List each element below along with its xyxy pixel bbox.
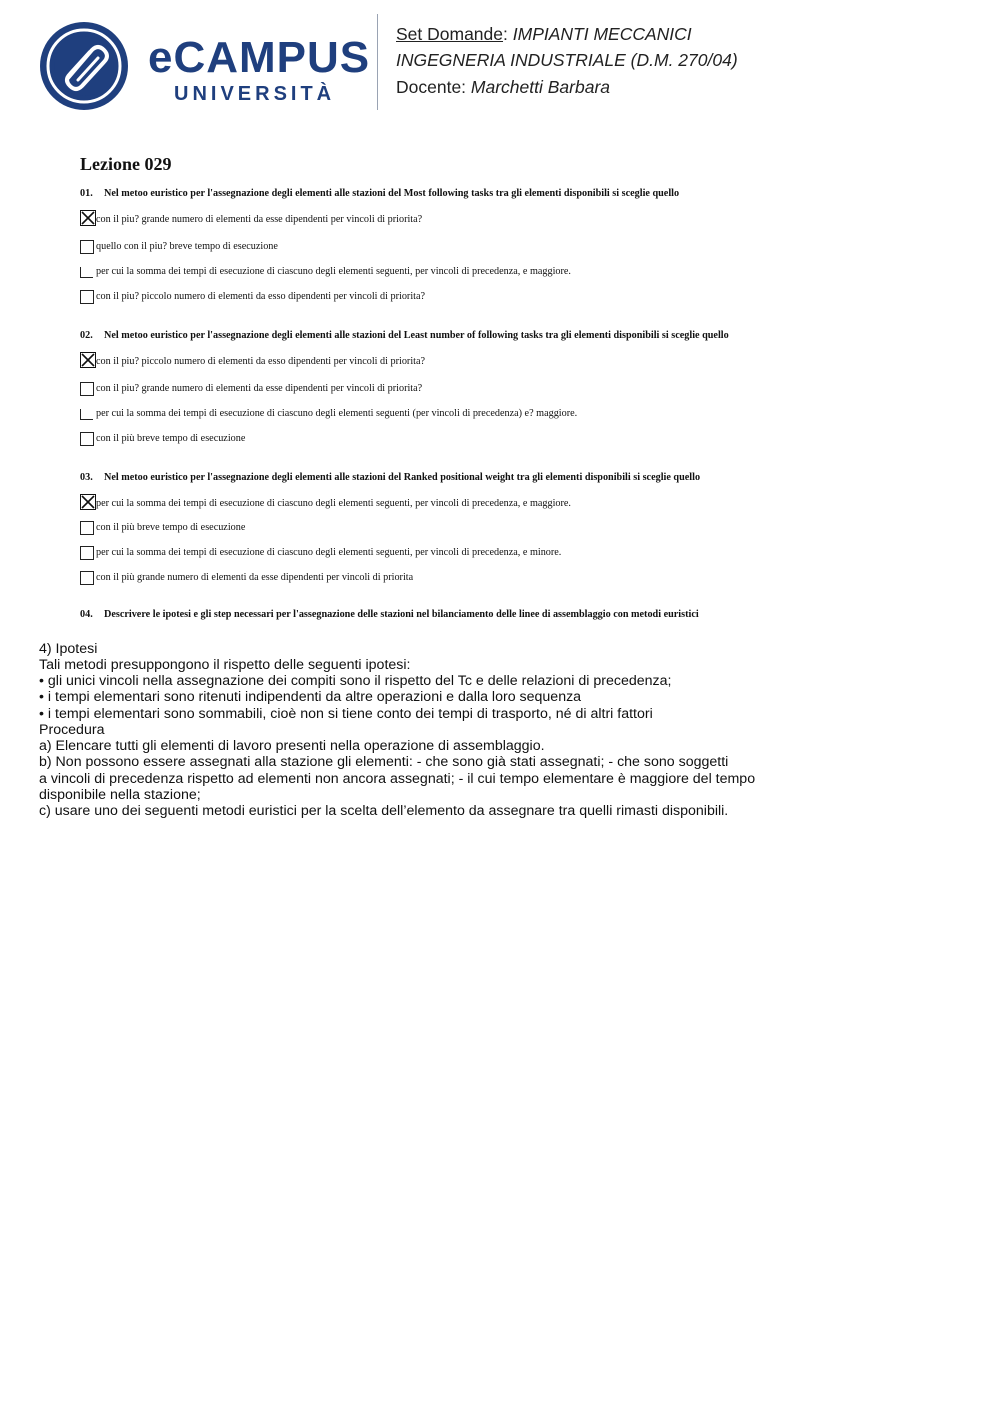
answer-line: • i tempi elementari sono ritenuti indipendenti da altre operazioni e dalla loro sequenza xyxy=(39,689,582,705)
header-course: INGEGNERIA INDUSTRIALE (D.M. 270/04) xyxy=(396,50,738,70)
checkbox[interactable] xyxy=(80,546,94,560)
teacher-name: Marchetti Barbara xyxy=(470,77,611,97)
option-text: con il piu? piccolo numero di elementi da esso dipendenti per vincoli di priorita? xyxy=(96,356,426,367)
checkbox[interactable] xyxy=(80,290,94,304)
checkbox[interactable] xyxy=(80,571,94,585)
question-text: Nel metoo euristico per l'assegnazione degli elementi alle stazioni del Most following tasks tra gli elementi disponibili si sceglie quello xyxy=(104,188,680,199)
answer-line: • gli unici vincoli nella assegnazione dei compiti sono il rispetto del Tc e delle relazioni di precedenza; xyxy=(39,673,672,689)
header-teacher-line xyxy=(396,79,610,97)
lesson-title: Lezione 029 xyxy=(80,154,172,174)
question-3 xyxy=(80,473,700,483)
answer-line: b) Non possono essere assegnati alla stazione gli elementi: - che sono già stati assegnati; - che sono soggetti xyxy=(39,754,729,770)
option-text: con il piu? piccolo numero di elementi da esso dipendenti per vincoli di priorita? xyxy=(96,291,426,302)
option-text: con il piu? grande numero di elementi da esse dipendenti per vincoli di priorita? xyxy=(96,214,423,225)
checkbox-checked[interactable] xyxy=(80,352,96,368)
header-divider xyxy=(377,14,378,110)
option-text: con il più breve tempo di esecuzione xyxy=(96,522,246,533)
answer-line: 4) Ipotesi xyxy=(39,641,98,657)
logo-universita-wordmark: UNIVERSITÀ xyxy=(174,83,336,105)
question-2 xyxy=(80,331,729,341)
checkbox[interactable] xyxy=(80,267,93,278)
answer-line: a vincoli di precedenza rispetto ad elementi non ancora assegnati; - il cui tempo elementare è maggiore del tempo xyxy=(39,771,756,787)
set-value: IMPIANTI MECCANICI xyxy=(512,24,692,44)
option-text: con il più breve tempo di esecuzione xyxy=(96,433,246,444)
answer-line: Tali metodi presuppongono il rispetto delle seguenti ipotesi: xyxy=(39,657,411,673)
option-text: quello con il piu? breve tempo di esecuzione xyxy=(96,241,278,252)
option-text: per cui la somma dei tempi di esecuzione di ciascuno degli elementi seguenti, per vincoli di precedenza, e maggiore. xyxy=(96,498,571,509)
checkbox[interactable] xyxy=(80,521,94,535)
set-label: Set Domande xyxy=(396,24,504,44)
question-1 xyxy=(80,189,679,199)
checkbox[interactable] xyxy=(80,432,94,446)
question-number: 03. xyxy=(80,472,93,483)
checkbox[interactable] xyxy=(80,382,94,396)
option-text: con il piu? grande numero di elementi da esse dipendenti per vincoli di priorita? xyxy=(96,383,423,394)
question-text: Nel metoo euristico per l'assegnazione degli elementi alle stazioni del Ranked positional weight tra gli elementi disponibili si sceglie quello xyxy=(104,472,701,483)
question-number: 02. xyxy=(80,330,93,341)
checkbox-checked[interactable] xyxy=(80,494,96,510)
checkbox-checked[interactable] xyxy=(80,210,96,226)
question-number: 01. xyxy=(80,188,93,199)
ecampus-logo-icon xyxy=(34,20,134,112)
answer-line: c) usare uno dei seguenti metodi euristici per la scelta dell’elemento da assegnare tra quelli rimasti disponibili. xyxy=(39,803,729,819)
header-set-line: Set Domande: IMPIANTI MECCANICI xyxy=(396,24,692,44)
checkbox[interactable] xyxy=(80,240,94,254)
question-number: 04. xyxy=(80,609,93,620)
option-text: con il più grande numero di elementi da esse dipendenti per vincoli di priorita xyxy=(96,572,414,583)
option-text: per cui la somma dei tempi di esecuzione di ciascuno degli elementi seguenti (per vincoli di precedenza) e? maggiore. xyxy=(96,408,578,419)
teacher-label: Docente: xyxy=(396,77,467,97)
answer-line: disponibile nella stazione; xyxy=(39,787,201,803)
option-text: per cui la somma dei tempi di esecuzione di ciascuno degli elementi seguenti, per vincoli di precedenza, e minore. xyxy=(96,547,562,558)
question-text: Nel metoo euristico per l'assegnazione degli elementi alle stazioni del Least number of following tasks tra gli elementi disponibili si sceglie quello xyxy=(104,330,729,341)
checkbox[interactable] xyxy=(80,409,93,420)
answer-line: Procedura xyxy=(39,722,105,738)
option-text: per cui la somma dei tempi di esecuzione di ciascuno degli elementi seguenti, per vincoli di precedenza, e maggiore. xyxy=(96,266,571,277)
question-4 xyxy=(80,610,699,620)
answer-line: • i tempi elementari sono sommabili, cioè non si tiene conto dei tempi di trasporto, né di altri fattori xyxy=(39,706,653,722)
logo-ecampus-wordmark: eCAMPUS xyxy=(148,33,371,82)
answer-line: a) Elencare tutti gli elementi di lavoro presenti nella operazione di assemblaggio. xyxy=(39,738,545,754)
question-text: Descrivere le ipotesi e gli step necessari per l'assegnazione delle stazioni nel bilanciamento delle linee di assemblaggio con metodi euristici xyxy=(104,609,699,620)
